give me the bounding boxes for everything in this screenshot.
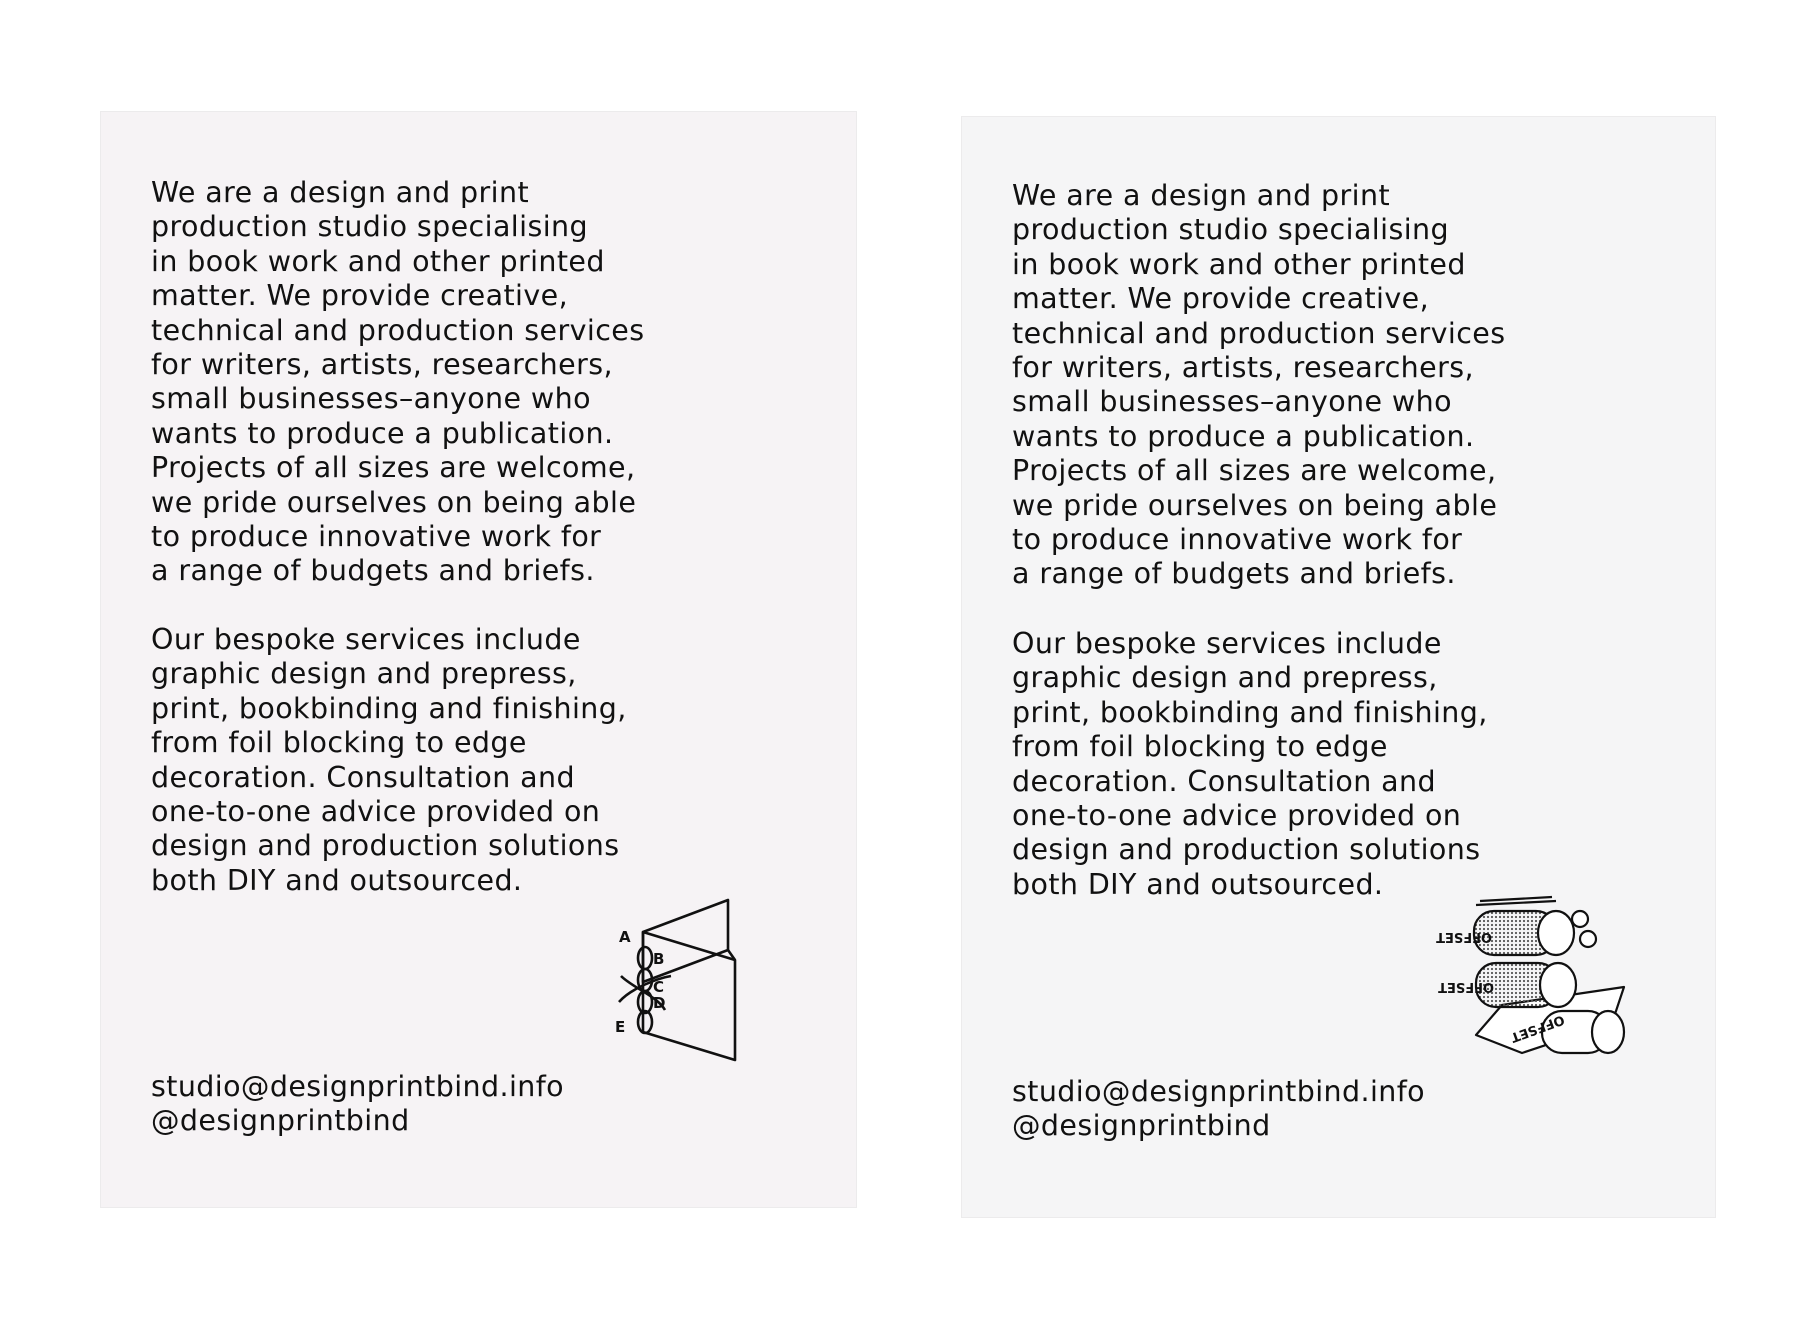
contact-email: studio@designprintbind.info	[151, 1070, 565, 1103]
contact-block	[1012, 1075, 1425, 1144]
roller-label-sheet: OFFSET	[1508, 1011, 1567, 1045]
contact-handle: @designprintbind	[151, 1104, 410, 1138]
intro-paragraph: We are a design and print production studio specialising in book work and other printed matter. We provide creative, technical and production services for writers, artists, researchers, small businesses–anyone who wants to produce a publication. Projects of all sizes are welcome, we pride ourselves on being able to produce innovative work for a range of budgets and briefs.	[1012, 179, 1506, 591]
stitch-label-b: B	[653, 950, 665, 968]
roller-label-middle: OFFSET	[1438, 979, 1494, 994]
business-card-left	[101, 112, 856, 1207]
intro-paragraph: We are a design and print production studio specialising in book work and other printed matter. We provide creative, technical and production services for writers, artists, researchers, small businesses–anyone who wants to produce a publication. Projects of all sizes are welcome, we pride ourselves on being able to produce innovative work for a range of budgets and briefs.	[151, 176, 645, 588]
services-paragraph: Our bespoke services include graphic design and prepress, print, bookbinding and finishing, from foil blocking to edge decoration. Consultation and one-to-one advice provided on design and production solutions both DIY and outsourced.	[151, 623, 627, 897]
services-paragraph: Our bespoke services include graphic design and prepress, print, bookbinding and finishing, from foil blocking to edge decoration. Consultation and one-to-one advice provided on design and production solutions both DIY and outsourced.	[1012, 627, 1488, 901]
stitch-label-c: C	[653, 978, 665, 996]
bookbinding-stitch-diagram-icon	[613, 892, 743, 1067]
stitch-label-e: E	[615, 1018, 626, 1036]
stitch-label-a: A	[619, 928, 631, 946]
stitch-label-d: D	[653, 994, 666, 1012]
contact-block	[151, 1070, 564, 1139]
roller-label-top: OFFSET	[1436, 929, 1492, 944]
offset-press-rollers-icon	[1436, 895, 1632, 1075]
contact-email: studio@designprintbind.info	[1012, 1075, 1426, 1108]
contact-handle: @designprintbind	[1012, 1109, 1271, 1143]
business-card-right	[962, 117, 1715, 1217]
